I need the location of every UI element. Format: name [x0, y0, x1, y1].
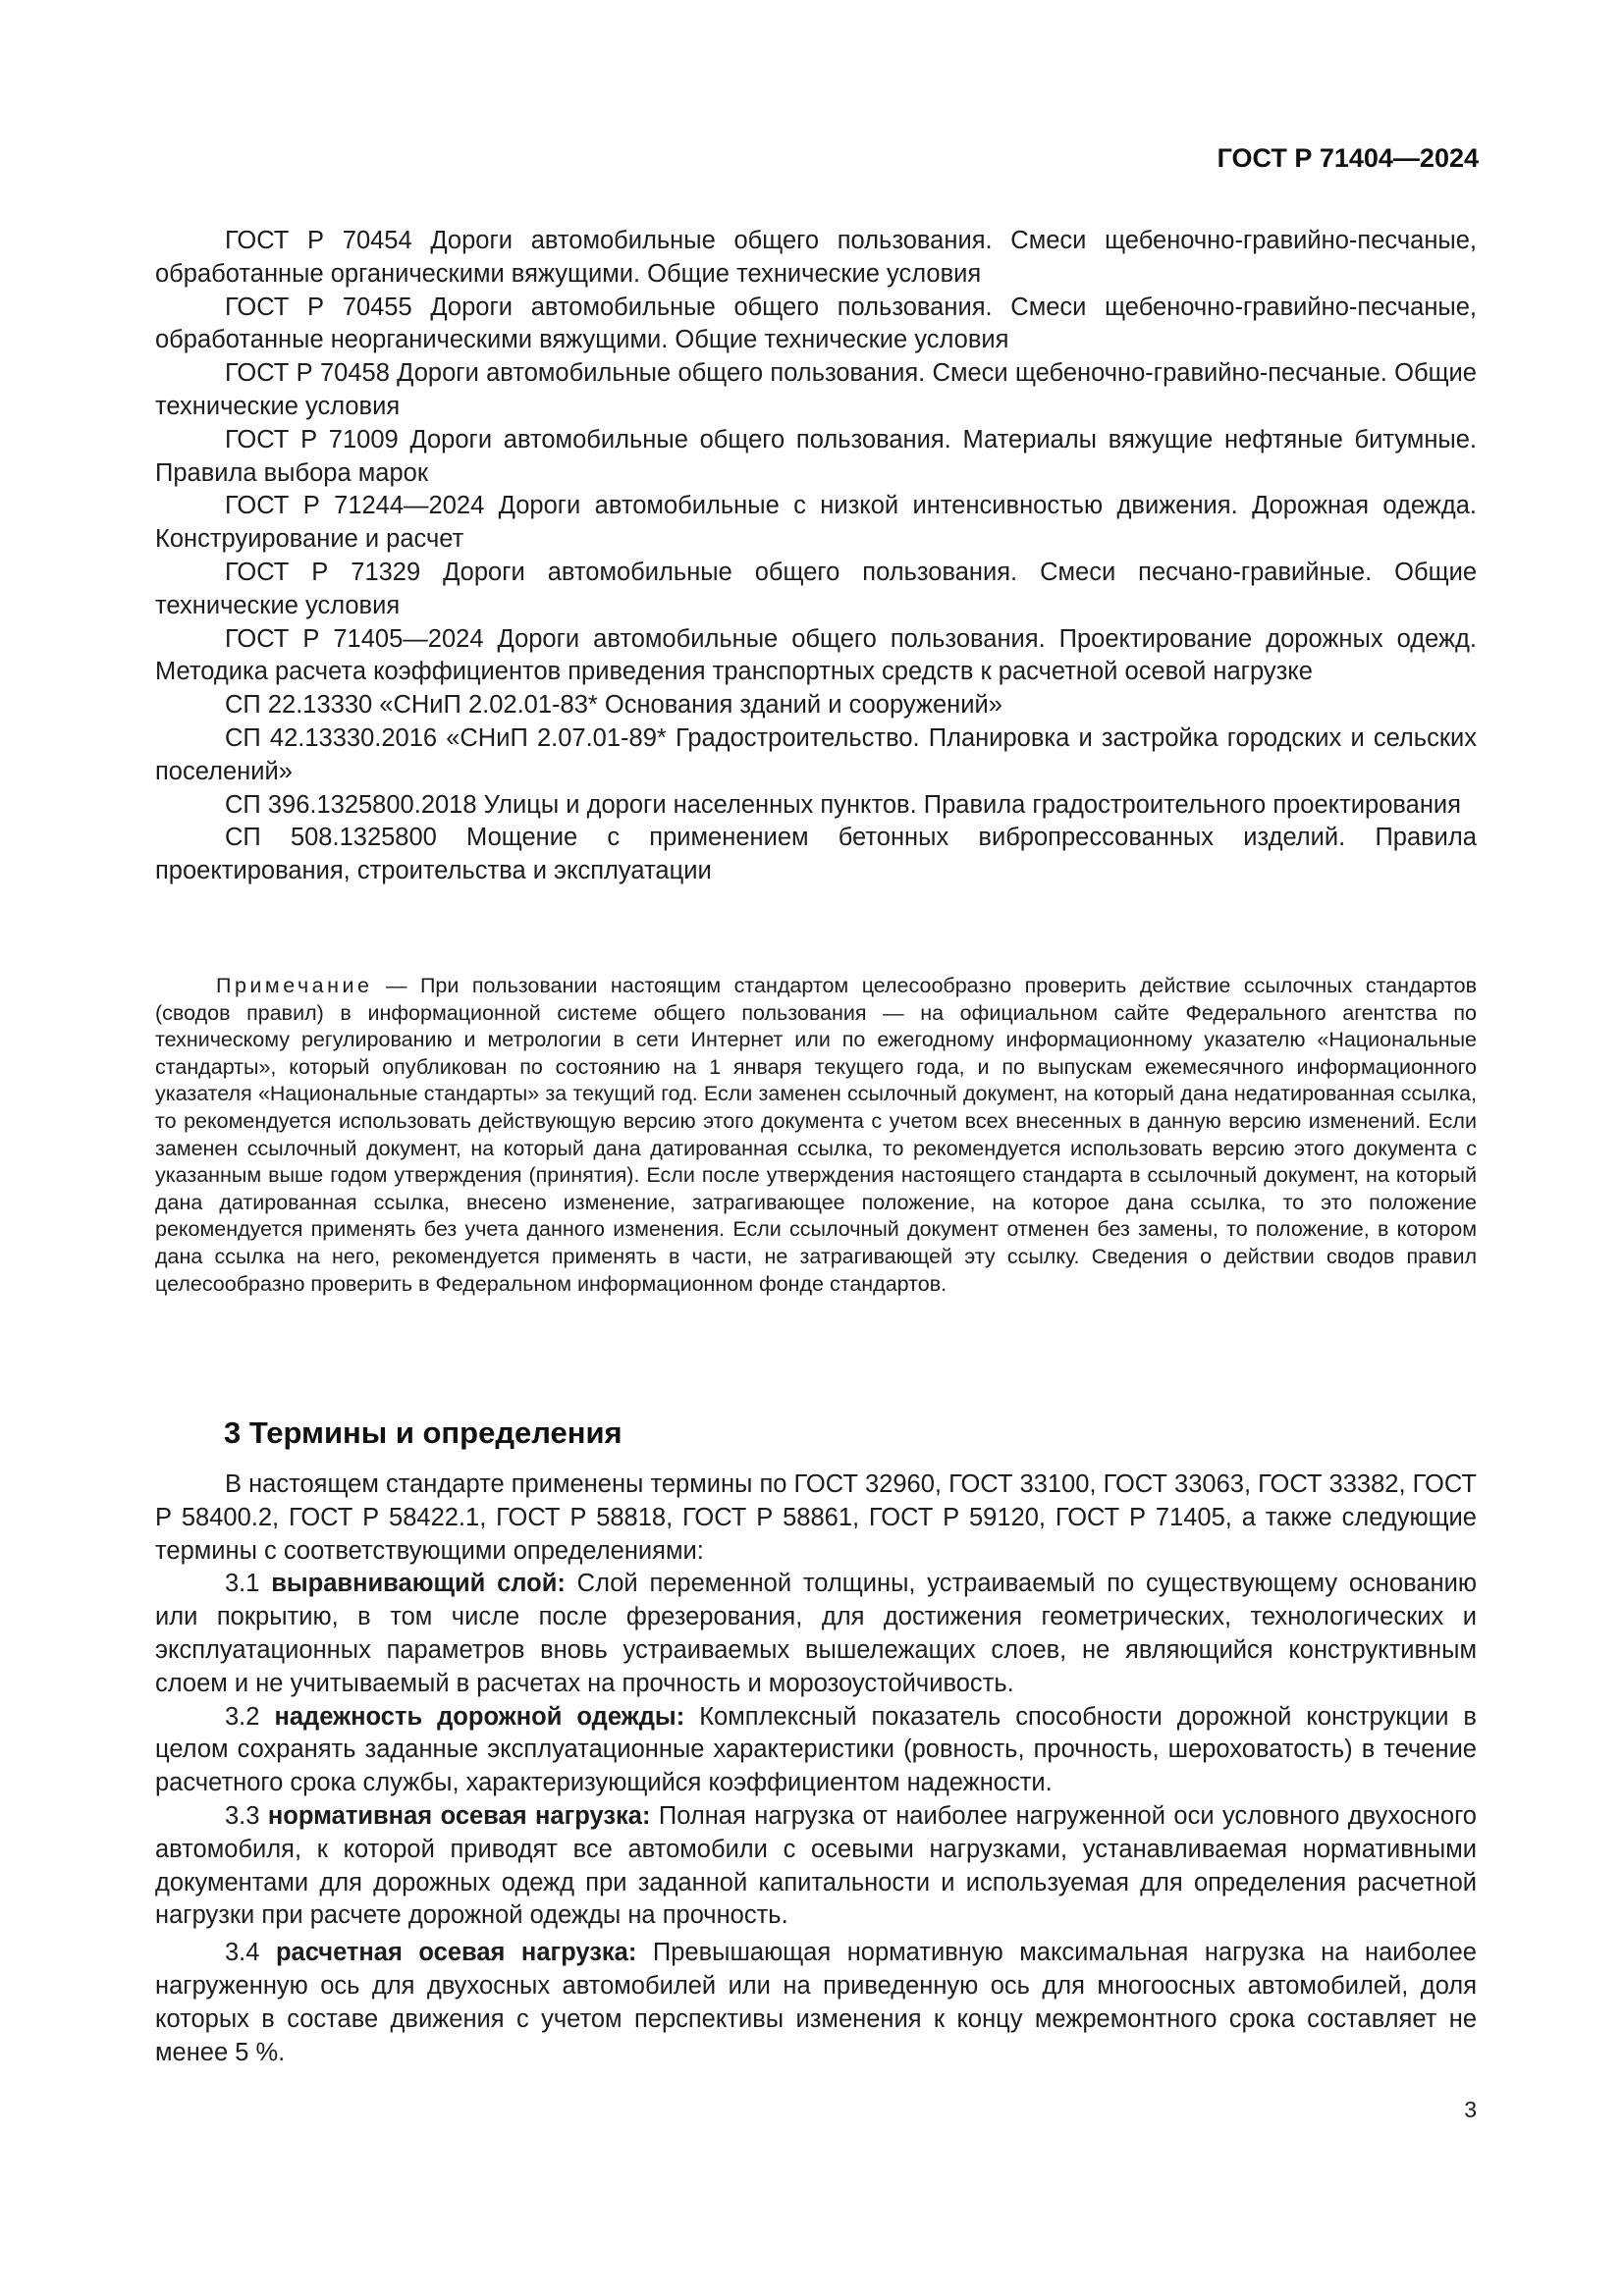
term-name: расчетная осевая нагрузка: [275, 1939, 637, 1967]
term-number: 3.1 [225, 1570, 260, 1598]
page-number: 3 [1464, 2097, 1477, 2122]
terms-section [155, 1468, 1477, 2069]
reference-item: ГОСТ Р 71405—2024 Дороги автомобильные общего пользования. Проектирование дорожных одежд. Методика расчета коэффициентов приведения транспортных средств к расчетной осевой нагрузке [155, 624, 1477, 686]
normative-references-list [155, 225, 1477, 888]
note-text: — При пользовании настоящим стандартом целесообразно проверить действие ссылочных стандартов (сводов правил) в информационной системе общего пользования — на официальном сайте Федерального агентства по техническому регулированию и метрологии в сети Интернет или по ежегодному информационному указателю «Национальные стандарты», который опубликован по состоянию на 1 января текущего года, и по выпускам ежемесячного информационного указателя «Национальные стандарты» за текущий год. Если заменен ссылочный документ, на который дана недатированная ссылка, то рекомендуется использовать действующую версию этого документа с учетом всех внесенных в данную версию изменений. Если заменен ссылочный документ, на который дана датированная ссылка, то рекомендуется использовать версию этого документа с указанным выше годом утверждения (принятия). Если после утверждения настоящего стандарта в ссылочный документ, на который дана датированная ссылка, внесено изменение, затрагивающее положение, на которое дана ссылка, то это положение рекомендуется применять без учета данного изменения. Если ссылочный документ отменен без замены, то положение, в котором дана ссылка на него, рекомендуется применять в части, не затрагивающей эту ссылку. Сведения о действии сводов правил целесообразно проверить в Федеральном информационном фонде стандартов. [155, 974, 1477, 1296]
reference-item: ГОСТ Р 70455 Дороги автомобильные общего пользования. Смеси щебеночно-гравийно-песчаные, обработанные неорганическими вяжущими. Общие технические условия [155, 293, 1477, 354]
term-definition [155, 1568, 1477, 1700]
reference-item: ГОСТ Р 70458 Дороги автомобильные общего пользования. Смеси щебеночно-гравийно-песчаные. Общие технические условия [155, 359, 1477, 420]
term-text: Превышающая нормативную максимальная нагрузка на наиболее нагруженную ось для двухосных автомобилей или на приведенную ось для многоосных автомобилей, доля которых в составе движения с учетом перспективы изменения к концу межремонтного срока составляет не менее 5 %. [155, 1939, 1477, 2066]
term-name: нормативная осевая нагрузка: [267, 1801, 651, 1830]
term-name: выравнивающий слой: [271, 1570, 566, 1598]
term-definition [155, 1937, 1477, 2069]
note-label: Примечание [216, 974, 373, 997]
note-block [155, 973, 1477, 1298]
term-text: Комплексный показатель способности дорожной конструкции в целом сохранять заданные эксплуатационные характеристики (ровность, прочность, шероховатость) в течение расчетного срока службы, характеризующийся коэффициентом надежности. [155, 1702, 1477, 1797]
term-number: 3.4 [225, 1939, 260, 1967]
term-number: 3.2 [225, 1702, 260, 1731]
term-text: Полная нагрузка от наиболее нагруженной оси условного двухосного автомобиля, к которой приводят все автомобили с осевыми нагрузками, устанавливаемая нормативными документами для дорожных одежд при заданной капитальности и используемая для определения расчетной нагрузки при расчете дорожной одежды на прочность. [155, 1801, 1477, 1930]
reference-item: ГОСТ Р 71009 Дороги автомобильные общего пользования. Материалы вяжущие нефтяные битумные. Правила выбора марок [155, 425, 1477, 487]
reference-item: ГОСТ Р 71329 Дороги автомобильные общего пользования. Смеси песчано-гравийные. Общие технические условия [155, 558, 1477, 619]
section-title: 3 Термины и определения [224, 1415, 623, 1450]
reference-item: СП 42.13330.2016 «СНиП 2.07.01-89* Градостроительство. Планировка и застройка городских и сельских поселений» [155, 723, 1477, 785]
reference-item: СП 396.1325800.2018 Улицы и дороги населенных пунктов. Правила градостроительного проектирования [225, 790, 1461, 819]
term-definition [155, 1800, 1477, 1933]
reference-item: ГОСТ Р 71244—2024 Дороги автомобильные с низкой интенсивностью движения. Дорожная одежда. Конструирование и расчет [155, 492, 1477, 554]
note-paragraph [155, 973, 1477, 1298]
term-definition [155, 1701, 1477, 1800]
section-intro: В настоящем стандарте применены термины по ГОСТ 32960, ГОСТ 33100, ГОСТ 33063, ГОСТ 33382, ГОСТ Р 58400.2, ГОСТ Р 58422.1, ГОСТ Р 58818, ГОСТ Р 58861, ГОСТ Р 59120, ГОСТ Р 71405, а также следующие термины с соответствующими определениями: [155, 1470, 1477, 1565]
reference-item: СП 508.1325800 Мощение с применением бетонных вибропрессованных изделий. Правила проектирования, строительства и эксплуатации [155, 824, 1477, 885]
term-text: Слой переменной толщины, устраиваемый по существующему основанию или покрытию, в том числе после фрезерования, для достижения геометрических, технологических и эксплуатационных параметров вновь устраиваемых вышележащих слоев, не являющийся конструктивным слоем и не учитываемый в расчетах на прочность и морозоустойчивость. [155, 1570, 1477, 1697]
reference-item: ГОСТ Р 70454 Дороги автомобильные общего пользования. Смеси щебеночно-гравийно-песчаные, обработанные органическими вяжущими. Общие технические условия [155, 227, 1477, 288]
reference-item: СП 22.13330 «СНиП 2.02.01-83* Основания зданий и сооружений» [225, 691, 1002, 720]
term-number: 3.3 [225, 1801, 260, 1830]
document-header: ГОСТ Р 71404—2024 [1217, 143, 1479, 173]
term-name: надежность дорожной одежды: [274, 1702, 685, 1731]
